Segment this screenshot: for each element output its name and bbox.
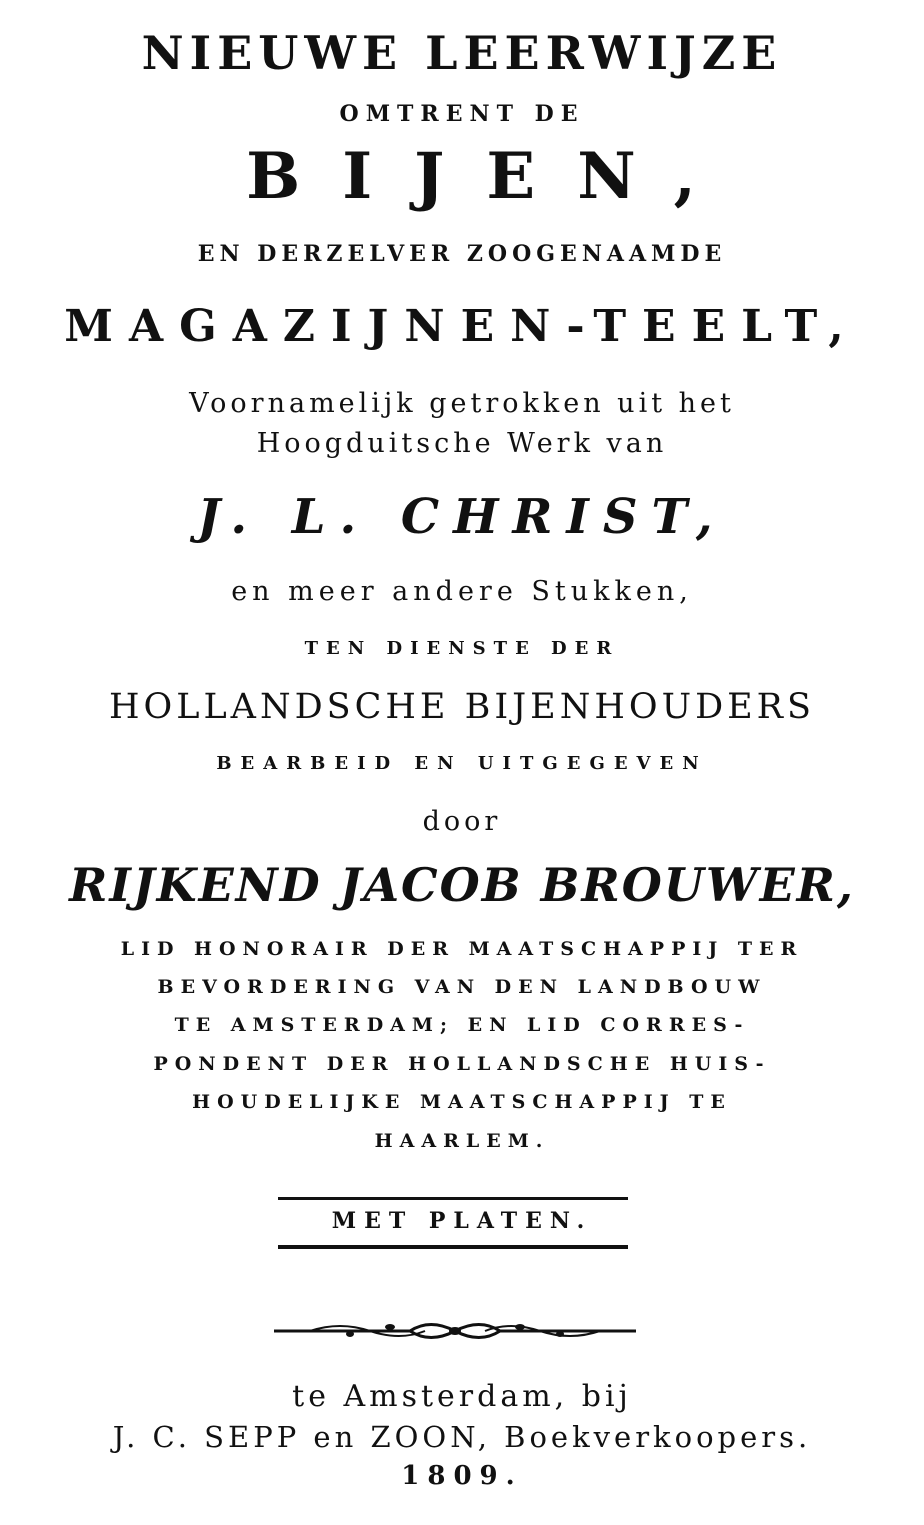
ornament-divider	[270, 1316, 640, 1346]
affiliation-line: BEVORDERING VAN DEN LANDBOUW	[157, 976, 767, 998]
affiliation-line: LID HONORAIR DER MAATSCHAPPIJ TER	[120, 938, 804, 960]
rule-top	[278, 1197, 628, 1200]
title-line-4: EN DERZELVER ZOOGENAAMDE	[197, 241, 727, 267]
dedication-line-2: HOLLANDSCHE BIJENHOUDERS	[108, 687, 816, 727]
plates-note: MET PLATEN.	[331, 1208, 593, 1234]
author-name: RIJKEND JACOB BROUWER,	[69, 858, 855, 912]
title-line-1: NIEUWE LEERWIJZE	[141, 26, 783, 80]
title-main-word: BIJEN,	[246, 139, 738, 214]
dedication-line-1: TEN DIENSTE DER	[304, 638, 620, 659]
affiliation-line: HOUDELIJKE MAATSCHAPPIJ TE	[192, 1091, 732, 1113]
subtitle-line-3: en meer andere Stukken,	[231, 576, 693, 607]
imprint-year: 1809.	[401, 1461, 523, 1491]
source-author: J. L. CHRIST,	[197, 489, 727, 545]
affiliation-line: TE AMSTERDAM; EN LID CORRES-	[174, 1014, 750, 1036]
editor-note: BEARBEID EN UITGEGEVEN	[216, 753, 708, 774]
affiliation-line: PONDENT DER HOLLANDSCHE HUIS-	[153, 1053, 771, 1075]
affiliation-line: HAARLEM.	[374, 1130, 550, 1152]
by-word: door	[422, 806, 502, 837]
title-line-2: OMTRENT DE	[339, 101, 585, 127]
imprint-publisher: J. C. SEPP en ZOON, Boekverkoopers.	[112, 1420, 812, 1454]
subtitle-line-2: Hoogduitsche Werk van	[256, 428, 668, 459]
imprint-place: te Amsterdam, bij	[292, 1379, 632, 1414]
rule-bottom	[278, 1245, 628, 1249]
subtitle-line-1: Voornamelijk getrokken uit het	[189, 388, 735, 419]
title-line-5: MAGAZIJNEN-TEELT,	[64, 301, 860, 352]
